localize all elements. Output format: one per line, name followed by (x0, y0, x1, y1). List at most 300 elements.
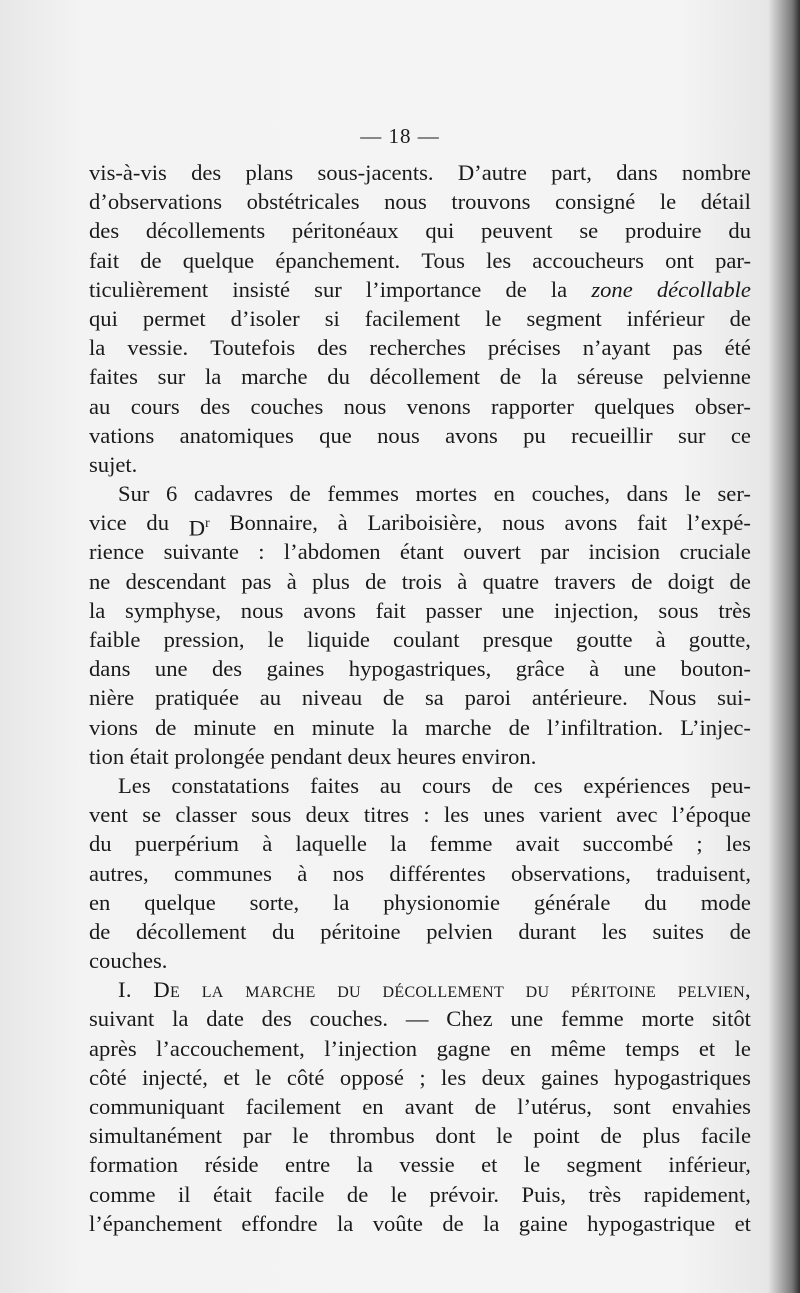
word: fait (89, 247, 120, 273)
word: péritoine (571, 977, 657, 1003)
word: part, (551, 160, 592, 185)
word: du (146, 510, 170, 536)
word: de (140, 247, 162, 273)
word: la (89, 335, 106, 361)
text-line (89, 304, 751, 333)
text-line (89, 1092, 751, 1121)
word: sorte, (249, 889, 300, 915)
word: titres (363, 802, 410, 828)
text-line (89, 1150, 751, 1179)
word: femme (429, 831, 493, 857)
word: avons (445, 422, 498, 448)
word: l’utérus, (517, 1094, 592, 1119)
text-line (89, 1004, 751, 1033)
page-number: — 18 — (360, 124, 440, 148)
word: Puis, (521, 1181, 567, 1207)
word: : (423, 802, 430, 828)
word: suivant (89, 1006, 155, 1032)
word: dont (435, 1123, 476, 1149)
word: le (523, 1152, 541, 1178)
word: en (509, 1035, 532, 1061)
word: laquelle (295, 831, 367, 857)
word: de (600, 1123, 622, 1149)
word: de (505, 276, 527, 302)
word: sitôt (712, 1006, 751, 1032)
word: décollable (656, 276, 751, 302)
word: trois (401, 568, 442, 594)
word: la (336, 1210, 354, 1236)
word: pas (672, 335, 703, 361)
word: liquide (307, 627, 370, 652)
word: de (89, 918, 111, 944)
word: nous (502, 510, 545, 536)
word: pression, (163, 627, 245, 652)
word: à (286, 568, 297, 594)
word: ouvert (463, 539, 521, 565)
word: femmes (327, 481, 399, 507)
word: dans (89, 656, 131, 682)
word: par (540, 539, 570, 565)
word: de (729, 568, 751, 594)
word: autres, (89, 860, 149, 886)
word: facilement (364, 305, 461, 331)
word: l’épanchement (89, 1210, 222, 1236)
word: après (89, 1035, 137, 1061)
word: physionomie (383, 889, 500, 915)
word: expériences (583, 772, 690, 798)
word: et (734, 1210, 751, 1236)
word: et (223, 1064, 240, 1090)
word: antérieure. (531, 685, 628, 711)
word: Tous (421, 247, 465, 273)
word: des (261, 1006, 292, 1032)
text-line (89, 683, 751, 712)
word: thrombus (329, 1123, 415, 1149)
word: la (201, 977, 224, 1003)
word: d’observations (89, 189, 223, 215)
word: de (729, 918, 751, 944)
word: Chez (446, 1006, 493, 1032)
word: unes (483, 802, 525, 828)
word: Bonnaire, (229, 510, 318, 536)
word: zone (591, 276, 633, 302)
word: opposé (339, 1064, 404, 1090)
text-line (89, 508, 751, 541)
word: les (725, 831, 751, 857)
word: vations (89, 422, 155, 448)
word: fait (375, 597, 406, 623)
word: symphyse, (125, 597, 222, 623)
text-line: sujet. (89, 451, 138, 477)
word: femme (560, 1006, 624, 1032)
word: doigt (667, 568, 715, 594)
text-line (89, 537, 751, 566)
word: le (255, 1064, 272, 1090)
text-line (89, 1063, 751, 1092)
word: recherches (369, 335, 466, 361)
word: morte (641, 1006, 695, 1032)
word: Toutefois (210, 335, 296, 361)
word: hypogastrique (587, 1210, 716, 1236)
word: coulant (392, 627, 460, 652)
word: faites (89, 364, 138, 390)
word: hypogastriques, (348, 656, 492, 682)
word: détail (700, 189, 751, 215)
word: constatations (171, 772, 290, 798)
word: d’isoler (230, 305, 300, 331)
word: quelque (144, 889, 216, 915)
word: quelque (182, 247, 255, 273)
word: des (317, 335, 348, 361)
word: le (734, 1035, 751, 1061)
word: même (550, 1035, 606, 1061)
word: goutte, (688, 627, 751, 652)
text-line (89, 1209, 751, 1238)
word: décollements (145, 218, 266, 244)
paragraph (89, 771, 751, 975)
word: gaines (266, 656, 325, 682)
word: sa (425, 685, 444, 711)
paragraph (89, 158, 751, 479)
word: permet (142, 305, 206, 331)
word: dans (626, 481, 668, 507)
word: si (324, 305, 340, 331)
text-line (89, 333, 751, 362)
word: les (486, 247, 512, 273)
section-paragraph (89, 975, 751, 1238)
word: puerpérium (134, 831, 239, 857)
word: à (297, 860, 308, 886)
word: grâce (515, 656, 565, 682)
word: segment (526, 305, 602, 331)
word: et (698, 1035, 716, 1061)
word: de (631, 568, 653, 594)
word: qui (89, 305, 118, 331)
word: précises (487, 335, 561, 361)
word: été (724, 335, 751, 361)
word: en (89, 889, 111, 915)
word: du (644, 889, 667, 915)
word: 6 (165, 481, 178, 507)
word: Sur (118, 481, 150, 507)
word: voûte (372, 1210, 423, 1236)
word: gaine (518, 1210, 568, 1236)
word: à (589, 656, 600, 682)
word: une (154, 656, 188, 682)
word: dans (616, 160, 658, 185)
word: marche (245, 977, 316, 1003)
section-heading-line (89, 975, 751, 1004)
word: sont (613, 1094, 651, 1119)
word: à (337, 510, 348, 536)
word: des (89, 218, 120, 244)
word: côté (286, 1064, 325, 1090)
word: la (391, 714, 408, 740)
word: la (483, 1210, 500, 1236)
word: ser- (717, 481, 751, 507)
word: de (346, 1181, 369, 1207)
word: presque (482, 627, 553, 652)
text-line-with-emphasis (89, 275, 751, 304)
word: accoucheurs (532, 247, 644, 273)
text-line (89, 392, 751, 421)
word: ne (89, 568, 111, 594)
word: ; (419, 1064, 426, 1090)
word: ; (696, 831, 703, 857)
word: sui- (717, 685, 751, 711)
word: facilement (245, 1094, 342, 1119)
word: couches, (531, 481, 610, 507)
word: séreuse (576, 364, 644, 390)
word: minute (193, 714, 257, 740)
word: inférieur, (668, 1152, 751, 1178)
word: les (443, 802, 470, 828)
word: peu- (710, 772, 751, 798)
text-line (89, 1121, 751, 1150)
text-line (89, 888, 751, 917)
word: l’injection (324, 1035, 418, 1061)
word: pratiquée (154, 685, 239, 711)
word: observations, (511, 860, 631, 886)
word: bouton- (680, 656, 751, 682)
word: ce (730, 422, 751, 448)
word: l’importance (365, 276, 482, 302)
word: les (441, 1064, 467, 1090)
word: mode (700, 889, 751, 915)
word: marche (241, 364, 308, 390)
word: le (485, 305, 502, 331)
word: rapidement, (643, 1181, 751, 1207)
word: se (579, 218, 599, 244)
word: la (390, 831, 407, 857)
word: Lariboisière, (367, 510, 483, 536)
word: nous (384, 189, 427, 215)
word: consigné (554, 189, 636, 215)
text-line (89, 421, 751, 450)
word: sous (658, 597, 699, 623)
word: à (457, 568, 468, 594)
word: générale (533, 889, 611, 915)
text-line (89, 187, 751, 216)
word: de (155, 714, 177, 740)
word: avons (564, 510, 618, 536)
word: étant (399, 539, 444, 565)
word: des (200, 393, 231, 419)
word: De (153, 977, 181, 1003)
word: peuvent (481, 218, 553, 244)
word: nos (332, 860, 365, 886)
word: classer (175, 802, 237, 828)
word: obser- (694, 393, 751, 419)
word: qui (425, 218, 455, 244)
word: de (508, 714, 530, 740)
word: du (89, 831, 112, 857)
word: hypogastriques (614, 1064, 751, 1090)
word: réside (204, 1152, 259, 1178)
word: entre (285, 1152, 331, 1178)
word: l’expé- (686, 510, 751, 536)
word: et (481, 1152, 498, 1178)
text-line (89, 800, 751, 829)
word: effondre (241, 1210, 318, 1236)
word: à (262, 831, 273, 857)
word: la (333, 889, 350, 915)
text-line (89, 917, 751, 946)
word: en (362, 1094, 384, 1119)
word: nous (240, 597, 284, 623)
word: point (533, 1123, 580, 1149)
word: une (510, 1006, 544, 1032)
word: plus (642, 1123, 681, 1149)
word: le (267, 627, 284, 652)
word: par- (715, 247, 751, 273)
word: ces (533, 772, 563, 798)
word: prévoir. (429, 1181, 500, 1207)
word: rience (89, 539, 145, 565)
word: en (273, 714, 295, 740)
word: épanchement. (275, 247, 401, 273)
word: la (205, 364, 222, 390)
word: de (729, 305, 751, 331)
word: pelvien, (677, 977, 751, 1003)
word: vice (89, 510, 127, 536)
word: avant (404, 1094, 454, 1119)
word: cours (130, 393, 180, 419)
word: cruciale (679, 539, 751, 565)
word: sur (314, 276, 342, 302)
word: sous-jacents. (317, 160, 434, 185)
word: la (550, 276, 568, 302)
word: comme (89, 1181, 156, 1207)
text-line (89, 859, 751, 888)
word: faites (310, 772, 360, 798)
word: goutte (576, 627, 633, 652)
text-line (89, 216, 751, 245)
word: vent (89, 802, 128, 828)
word: nous (343, 393, 387, 419)
word: D’autre (457, 160, 527, 185)
word: suites (652, 918, 704, 944)
word: quatre (482, 568, 540, 594)
word: le (659, 189, 677, 215)
word: la (356, 1152, 373, 1178)
word: L’injec- (680, 714, 751, 740)
word: communiquant (89, 1094, 225, 1119)
word: à (655, 627, 666, 652)
word: couches (250, 393, 324, 419)
word: de (382, 685, 405, 711)
word: Nous (648, 685, 697, 711)
word: facile (274, 1181, 325, 1207)
word: la (172, 1006, 189, 1032)
word: des (191, 160, 222, 185)
word: formation (89, 1152, 179, 1178)
text-line (89, 596, 751, 625)
text-line (89, 362, 751, 391)
word: durant (518, 918, 577, 944)
word: envahies (671, 1094, 751, 1119)
word: inférieur (626, 305, 705, 331)
text-line (89, 771, 751, 800)
word: temps (625, 1035, 680, 1061)
word: vis-à-vis (89, 160, 167, 185)
word: cours (421, 772, 471, 798)
text-line: tion était prolongée pendant deux heures environ. (89, 743, 537, 769)
word: Les (118, 772, 151, 798)
word: plus (312, 568, 350, 594)
text-line (89, 158, 751, 187)
word: décollement (135, 918, 247, 944)
word: était (212, 1181, 252, 1207)
word: de (442, 1210, 464, 1236)
text-line (89, 479, 751, 508)
word: suivante (163, 539, 239, 565)
word: le (684, 481, 701, 507)
word: rapporter (491, 393, 574, 419)
word: communes (173, 860, 272, 886)
word: I. (118, 977, 132, 1003)
word: vions (89, 714, 138, 740)
word: : (258, 539, 265, 565)
word: par (242, 1123, 272, 1149)
word: paroi (464, 685, 512, 711)
text-line (89, 829, 751, 858)
word: du (327, 364, 350, 390)
word: descendant (125, 568, 227, 594)
word: injection, (553, 597, 639, 623)
word: décollement (369, 364, 481, 390)
word: le (496, 1123, 513, 1149)
word: quelques (594, 393, 675, 419)
word: plans (245, 160, 294, 185)
text-line (89, 713, 751, 742)
text-line (89, 625, 751, 654)
word: se (142, 802, 162, 828)
word: $D^r$ (188, 515, 210, 541)
word: de (289, 481, 311, 507)
word: avec (616, 802, 658, 828)
word: l’infiltration. (547, 714, 664, 740)
word: péritonéaux (291, 218, 399, 244)
word: la (89, 597, 106, 623)
word: travers (554, 568, 616, 594)
word: de (365, 568, 387, 594)
word: fait (637, 510, 668, 536)
word: n’ayant (582, 335, 651, 361)
text-line (89, 246, 751, 275)
word: au (89, 393, 111, 419)
word: l’abdomen (283, 539, 381, 565)
word: du (728, 218, 751, 244)
word: gagne (436, 1035, 491, 1061)
word: avons (303, 597, 356, 623)
word: marche (425, 714, 492, 740)
word: niveau (301, 685, 363, 711)
word: trouvons (451, 189, 531, 215)
text-line (89, 1034, 751, 1063)
word: faible (89, 627, 141, 652)
word: nous (377, 422, 420, 448)
word: insisté (232, 276, 291, 302)
word: segment (566, 1152, 642, 1178)
word: gaines (540, 1064, 599, 1090)
text-line (89, 654, 751, 683)
word: le (390, 1181, 407, 1207)
word: une (623, 656, 657, 682)
word: sur (677, 422, 706, 448)
word: en (493, 481, 515, 507)
word: l’époque (671, 802, 751, 828)
